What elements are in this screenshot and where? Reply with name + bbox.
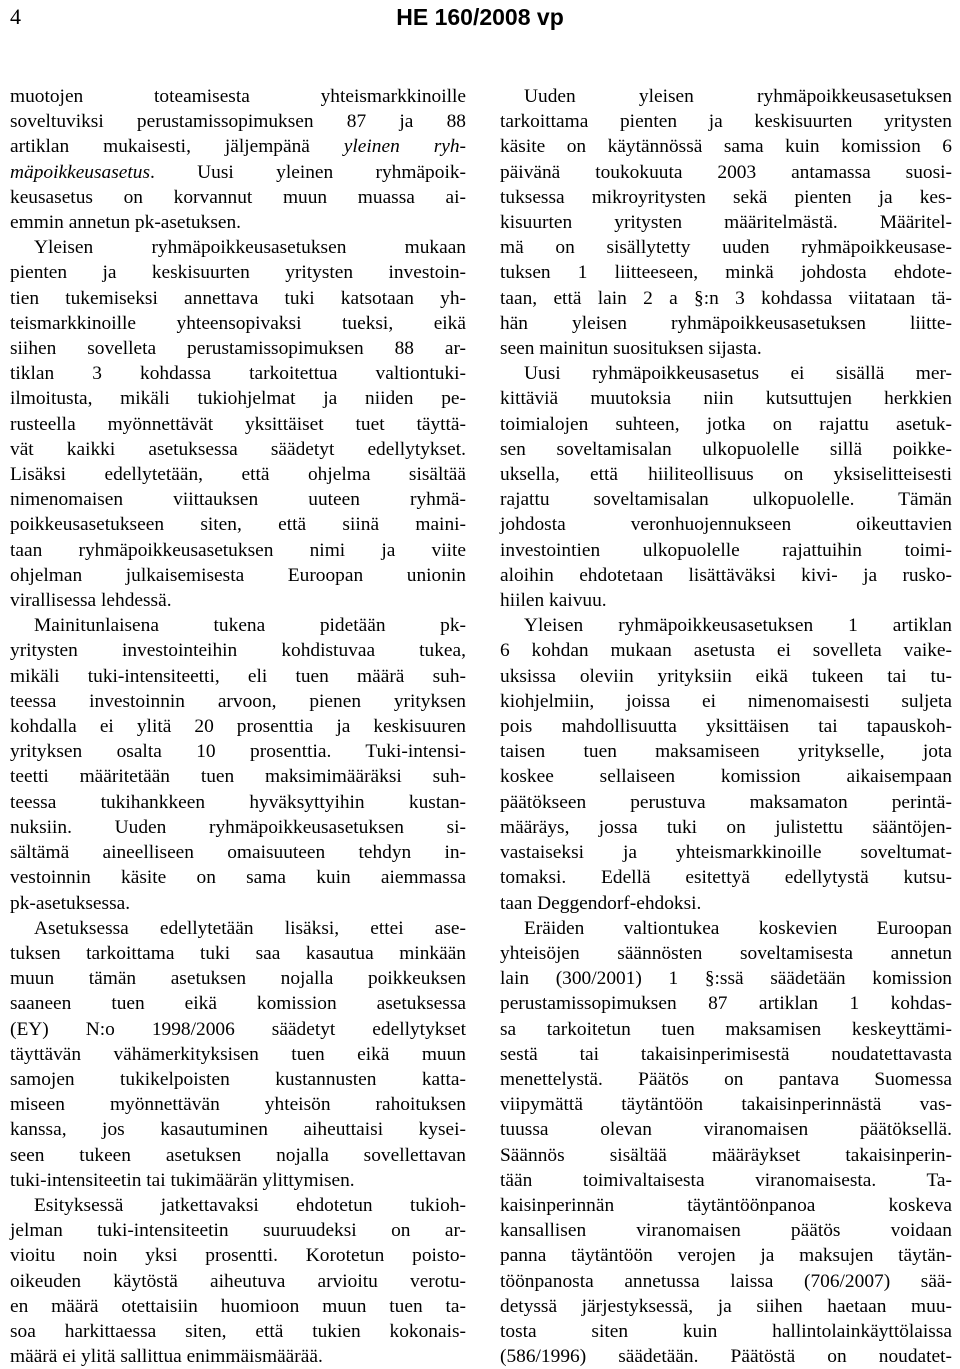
text-line: nimenomaisen viittauksen uuteen ryhmä-: [10, 489, 466, 511]
text-line: tiklan 3 kohdassa tarkoitettua valtiontuki-: [10, 363, 466, 385]
paragraph: [10, 1193, 466, 1369]
text-line: tuksen 1 liitteeseen, minkä johdosta ehdote-: [500, 262, 952, 284]
text-line: artiklan mukaisesti, jäljempänä yleinen ryh-: [10, 136, 466, 158]
text-line: sältämä aineelliseen omaisuuteen tehdyn in-: [10, 842, 466, 864]
text-line: kaisinperinnän täytäntöönpanoa koskeva: [500, 1194, 952, 1216]
text-line: Uusi ryhmäpoikkeusasetus ei sisällä mer-: [524, 363, 952, 385]
text-line: hiilen kaivuu.: [500, 590, 607, 612]
text-line: Yleisen ryhmäpoikkeusasetuksen mukaan: [34, 237, 466, 259]
text-line: emmin annetun pk-asetuksen.: [10, 212, 242, 234]
text-line: tarkoittama pienten ja keskisuurten yritysten: [500, 111, 952, 133]
text-line: tään toimivaltaisesta viranomaisesta. Ta-: [500, 1169, 952, 1191]
text-line: rajattu soveltamisalan ulkopuolelle. Tämän: [500, 489, 952, 511]
text-line: tuki-intensiteetin tai tukimäärän ylittymisen.: [10, 1169, 355, 1191]
text-line: samojen tukikelpoisten kustannusten katta-: [10, 1068, 466, 1090]
text-line: taan Deggendorf-ehdoksi.: [500, 892, 702, 914]
text-line: kansallisen viranomaisen päätös voidaan: [500, 1220, 952, 1242]
text-line: miseen myönnettävän yhteisön rahoituksen: [10, 1094, 466, 1116]
text-line: mä on sisällytetty uuden ryhmäpoikkeusase-: [500, 237, 952, 259]
text-line: uksissa oleviin yrityksiin eikä tukeen tai tu-: [500, 665, 952, 687]
text-line: kanssa, jos kasautuminen aiheuttaisi kysei-: [10, 1119, 466, 1141]
right-column: [500, 84, 952, 1369]
text-line: taan, että lain 2 a §:n 3 kohdassa viitataan tä-: [500, 287, 952, 309]
text-line: (586/1996) säädetään. Päätöstä on noudatet-: [500, 1346, 952, 1368]
text-line: viipymättä täytäntöön takaisinperinnästä vas-: [500, 1094, 952, 1116]
text-line: 6 kohdan mukaan asetusta ei sovelleta vaike-: [500, 640, 952, 662]
text-line: muotojen toteamisesta yhteismarkkinoille: [10, 86, 466, 107]
page-number: 4: [10, 4, 21, 29]
text-line: Uuden yleisen ryhmäpoikkeusasetuksen: [524, 86, 952, 107]
text-line: yrityksen osalta 10 prosenttia. Tuki-intensi-: [10, 741, 466, 763]
paragraph: [10, 613, 466, 915]
text-line: pois mahdollisuutta yksittäisen tai tapauskoh-: [500, 716, 952, 738]
text-line: kittäviä muutoksia niin kutsuttujen herkkien: [500, 388, 952, 410]
text-line: johdosta veronhuojennukseen oikeuttavien: [500, 514, 952, 536]
paragraph: [500, 84, 952, 361]
text-line: vestoinnin käsite on sama kuin aiemmassa: [10, 867, 466, 889]
text-line: aloihin ehdotetaan lisättäväksi kivi- ja rusko-: [500, 564, 952, 586]
text-line: detyssä järjestyksessä, ja siihen haetaan muu-: [500, 1295, 952, 1317]
text-line: siihen sovelleta perustamissopimuksen 88 ar-: [10, 338, 466, 360]
text-line: oikeuden käytöstä aiheutuva arvioitu verotu-: [10, 1270, 466, 1292]
text-line: (EY) N:o 1998/2006 säädetyt edellytykset: [10, 1018, 466, 1040]
text-line: uksella, että hiiliteollisuus on yksiselitteisesti: [500, 464, 952, 486]
text-line: ilmoitusta, mikäli tukiohjelmat ja niiden pe-: [10, 388, 466, 410]
text-line: yhteisöjen säännösten soveltamisesta annetun: [500, 942, 952, 964]
text-line: teismarkkinoille yhteensopivaksi tueksi, eikä: [10, 312, 466, 334]
text-line: soveltuviksi perustamissopimuksen 87 ja 88: [10, 111, 466, 133]
text-line: Yleisen ryhmäpoikkeusasetuksen 1 artiklan: [524, 615, 952, 637]
text-line: teessa investoinnin arvoon, pienen yrityksen: [10, 690, 466, 712]
text-line: päätökseen perustuva maksamaton perintä-: [500, 791, 952, 813]
text-line: taisen tuen maksamiseen yritykselle, jota: [500, 741, 952, 763]
text-line: Mainitunlaisena tukena pidetään pk-: [34, 615, 466, 637]
paragraph: [10, 235, 466, 613]
text-line: keusasetus on korvannut muun muassa ai-: [10, 186, 466, 208]
text-line: Lisäksi edellytetään, että ohjelma sisältää: [10, 464, 466, 486]
text-line: tuksen tarkoittama tuki saa kasautua minkään: [10, 942, 466, 964]
text-line: kohdalla ei ylitä 20 prosenttia ja keskisuuren: [10, 716, 466, 738]
text-line: päivänä toukokuuta 2003 antamassa suosi-: [500, 161, 952, 183]
paragraph: [500, 916, 952, 1369]
text-line: teetti määritetään tuen maksimimääräksi suh-: [10, 766, 466, 788]
text-line: hän yleisen ryhmäpoikkeusasetuksen liitte-: [500, 312, 952, 334]
text-line: tuussa olevan viranomaisen päätöksellä.: [500, 1119, 952, 1141]
text-line: nuksiin. Uuden ryhmäpoikkeusasetuksen si-: [10, 816, 466, 838]
left-column: [10, 84, 466, 1369]
document-id: HE 160/2008 vp: [396, 4, 564, 30]
text-line: en määrä otettaisiin huomioon muun tuen ta-: [10, 1295, 466, 1317]
paragraph: [10, 916, 466, 1193]
text-line: seen tukeen asetuksen nojalla sovellettavan: [10, 1144, 466, 1166]
text-line: yritysten investointeihin kohdistuvaa tukea,: [10, 640, 466, 662]
text-line: ohjelman julkaisemisesta Euroopan unionin: [10, 564, 466, 586]
text-line: kiohjelmiin, joissa ei nimenomaisesti suljeta: [500, 690, 952, 712]
text-line: käsite on käytännössä sama kuin komission 6: [500, 136, 952, 158]
text-line: mikäli tuki-intensiteetti, eli tuen määrä suh-: [10, 665, 466, 687]
text-line: lain (300/2001) 1 §:ssä säädetään komission: [500, 968, 952, 990]
text-line: soa harkittaessa siten, että tukien kokonais-: [10, 1320, 466, 1342]
text-line: sen soveltamisalan ulkopuolelle sillä poikke-: [500, 438, 952, 460]
text-line: sa tarkoitetun tuen maksamisen keskeyttämi-: [500, 1018, 952, 1040]
text-line: saaneen tuen eikä komission asetuksessa: [10, 993, 466, 1015]
paragraph: [10, 84, 466, 235]
text-line: tomaksi. Edellä esitettyä edellytystä kutsu-: [500, 867, 952, 889]
text-line: muun tämän asetuksen nojalla poikkeuksen: [10, 968, 466, 990]
text-line: vät kaikki asetuksessa säädetyt edellytykset.: [10, 438, 466, 460]
text-line: toimialojen suhteen, jotka on rajattu asetuk-: [500, 413, 952, 435]
text-line: määrä ei ylitä sallittua enimmäismäärää.: [10, 1346, 323, 1368]
paragraph: [500, 361, 952, 613]
text-line: vastaiseksi ja yhteismarkkinoille soveltumat-: [500, 842, 952, 864]
page-header: [0, 0, 960, 44]
text-line: Asetuksessa edellytetään lisäksi, ettei ase-: [34, 917, 466, 939]
text-line: pienten ja keskisuurten yritysten investoin-: [10, 262, 466, 284]
text-line: menettelystä. Päätös on pantava Suomessa: [500, 1068, 952, 1090]
text-line: perustamissopimuksen 87 artiklan 1 kohdas-: [500, 993, 952, 1015]
text-line: taan ryhmäpoikkeusasetuksen nimi ja viite: [10, 539, 466, 561]
text-line: panna täytäntöön verojen ja maksujen täytän-: [500, 1245, 952, 1267]
text-line: seen mainitun suosituksen sijasta.: [500, 338, 762, 360]
text-line: Esityksessä jatkettavaksi ehdotetun tukioh-: [34, 1194, 466, 1216]
text-line: Säännös sisältää määräykset takaisinperin-: [500, 1144, 952, 1166]
text-line: mäpoikkeusasetus. Uusi yleinen ryhmäpoik-: [10, 161, 466, 183]
text-line: tien tukemiseksi annettava tuki katsotaan yh-: [10, 287, 466, 309]
text-line: koskee sellaiseen komission aikaisempaan: [500, 766, 952, 788]
paragraph: [500, 613, 952, 915]
text-line: Eräiden valtiontukea koskevien Euroopan: [524, 917, 952, 939]
text-line: teessa tukihankkeen hyväksyttyihin kustan-: [10, 791, 466, 813]
text-line: sestä tai takaisinperimisestä noudatettavasta: [500, 1043, 952, 1065]
text-line: tosta siten kuin hallintolainkäyttölaissa: [500, 1320, 952, 1342]
text-line: vioitu noin yksi prosentti. Korotetun poisto-: [10, 1245, 466, 1267]
text-line: töönpanosta annetussa laissa (706/2007) sää-: [500, 1270, 952, 1292]
text-line: poikkeusasetukseen siten, että siinä maini-: [10, 514, 466, 536]
text-line: jelman tuki-intensiteetin suuruudeksi on ar-: [10, 1220, 466, 1242]
text-line: virallisessa lehdessä.: [10, 590, 172, 612]
text-line: määräys, jossa tuki on julistettu sääntöjen-: [500, 816, 952, 838]
text-line: investointien ulkopuolelle rajattuihin toimi-: [500, 539, 952, 561]
text-line: kisuurten yritysten määritelmästä. Määritel-: [500, 212, 952, 234]
text-line: rusteella myönnettävät yksittäiset tuet täyttä-: [10, 413, 466, 435]
text-line: pk-asetuksessa.: [10, 892, 131, 914]
text-line: täyttävän vähämerkityksisen tuen eikä muun: [10, 1043, 466, 1065]
text-line: tuksessa mikroyritysten sekä pienten ja kes-: [500, 186, 952, 208]
